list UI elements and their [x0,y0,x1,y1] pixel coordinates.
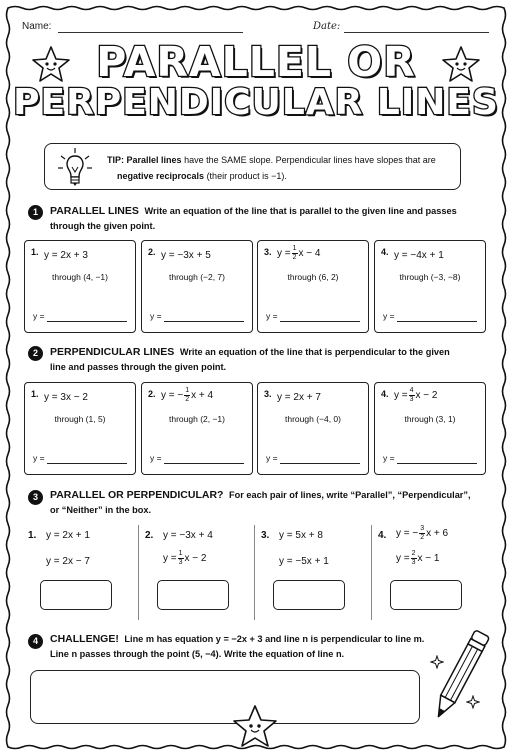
section-4-instructions [50,632,440,662]
given-equation [161,250,211,261]
fraction [184,387,190,404]
problem-card [374,382,486,475]
section-1-instructions [50,204,470,234]
line-1-equation [46,530,90,541]
pair-number: 2. [145,530,154,541]
fraction-numerator: 1 [178,550,183,557]
equation-prefix: y = [277,248,291,260]
fraction-denominator: 2 [420,534,425,541]
name-field[interactable] [58,32,243,33]
line-2-equation [46,556,90,567]
tip-term-reciprocals: negative reciprocals [117,171,205,181]
given-equation [44,250,88,261]
equation-text: y = 3x − 2 [44,392,88,403]
column-divider [138,525,139,620]
equation-suffix: x + 6 [426,528,449,540]
equation-text: y = −3x + 5 [161,250,211,261]
given-point: through (−3, −8) [399,272,461,282]
fraction [409,387,415,404]
equation-text: y = −5x + 1 [279,556,329,567]
equation-suffix: x − 2 [415,390,438,402]
problem-card [374,240,486,333]
problem-number: 1. [31,247,39,257]
smiling-star-icon [230,703,280,749]
given-equation [277,245,321,262]
given-equation [394,387,438,404]
line-1-equation [279,530,323,541]
equation-prefix: y = [163,553,177,565]
answer-prefix: y = [33,453,45,463]
line-1-equation [163,530,213,541]
fraction-denominator: 3 [411,559,416,566]
problem-number: 2. [148,389,156,399]
section-3-number: 3 [28,490,43,505]
sparkle-icon [430,655,444,669]
tip-term-parallel: Parallel lines [126,155,182,165]
answer-box[interactable] [40,580,112,610]
section-3-heading: PARALLEL OR PERPENDICULAR? [50,489,224,501]
answer-blank[interactable] [397,463,477,464]
pair-number: 1. [28,530,37,541]
date-label: Date: [313,21,341,32]
answer-prefix: y = [266,311,278,321]
problem-card [141,240,253,333]
fraction [419,525,425,542]
equation-text: y = −3x + 4 [163,530,213,541]
answer-prefix: y = [33,311,45,321]
equation-text: y = 2x − 7 [46,556,90,567]
answer-blank[interactable] [47,321,127,322]
given-point: through (2, −1) [169,414,225,424]
section-4-heading: CHALLENGE! [50,633,119,645]
equation-suffix: x − 1 [417,553,440,565]
given-point: through (1, 5) [54,414,106,424]
page-title-line2: PERPENDICULAR LINES [13,82,499,123]
section-1-number: 1 [28,205,43,220]
equation-suffix: x + 4 [191,390,214,402]
line-2-equation [396,550,440,567]
answer-box[interactable] [390,580,462,610]
answer-blank[interactable] [397,321,477,322]
problem-number: 4. [381,247,389,257]
fraction-denominator: 2 [185,396,190,403]
equation-prefix: y = − [161,390,184,402]
section-4-instruction-1: Line m has equation y = −2x + 3 and line n is perpendicular to line m. [124,634,425,644]
given-point: through (4, −1) [52,272,108,282]
problem-card [24,382,136,475]
section-2-number: 2 [28,346,43,361]
given-point: through (6, 2) [287,272,339,282]
answer-prefix: y = [150,311,162,321]
fraction-denominator: 2 [292,254,297,261]
equation-text: y = 2x + 3 [44,250,88,261]
fraction-numerator: 4 [409,387,414,394]
fraction [292,245,298,262]
equation-text: y = 2x + 1 [46,530,90,541]
given-equation [44,392,88,403]
answer-blank[interactable] [164,321,244,322]
page-title-line1: PARALLEL OR [96,38,416,86]
given-point: through (−2, 7) [169,272,225,282]
section-2-instruction: Write an equation of the line that is perpendicular to the given line and passes through the given point. [50,347,450,372]
date-field[interactable] [344,32,489,33]
pair-number: 3. [261,530,270,541]
tip-text-1: have the SAME slope. Perpendicular lines have slopes that are [184,155,436,165]
line-2-equation [163,550,207,567]
challenge-answer-box[interactable] [30,670,420,724]
fraction [411,550,417,567]
equation-text: y = 5x + 8 [279,530,323,541]
fraction-denominator: 3 [409,396,414,403]
equation-prefix: y = − [396,528,419,540]
answer-blank[interactable] [47,463,127,464]
problem-card [257,382,369,475]
answer-prefix: y = [383,311,395,321]
problem-number: 3. [264,247,272,257]
tip-label: TIP: [107,155,124,165]
section-2-instructions [50,345,450,375]
answer-blank[interactable] [164,463,244,464]
tip-text-2: (their product is −1). [206,171,287,181]
answer-box[interactable] [273,580,345,610]
equation-prefix: y = [394,390,408,402]
answer-box[interactable] [157,580,229,610]
fraction-denominator: 3 [178,559,183,566]
problem-number: 2. [148,247,156,257]
section-1-heading: PARALLEL LINES [50,205,139,217]
line-1-equation [396,525,448,542]
column-divider [371,525,372,620]
line-2-equation [279,556,329,567]
fraction-numerator: 2 [411,550,416,557]
fraction-numerator: 1 [292,245,297,252]
answer-blank[interactable] [280,321,360,322]
equation-suffix: x − 2 [184,553,207,565]
section-4-number: 4 [28,634,43,649]
tip-box [44,143,461,190]
fraction-numerator: 3 [420,525,425,532]
given-point: through (−4, 0) [285,414,341,424]
column-divider [254,525,255,620]
lightbulb-icon [55,146,95,190]
equation-text: y = −4x + 1 [394,250,444,261]
answer-prefix: y = [266,453,278,463]
given-equation [161,387,213,404]
given-equation [277,392,321,403]
name-label: Name: [22,21,52,32]
pair-number: 4. [378,530,387,541]
equation-text: y = 2x + 7 [277,392,321,403]
sparkle-icon [466,695,480,709]
problem-number: 3. [264,389,272,399]
section-3-instructions [50,488,480,518]
given-point: through (3, 1) [404,414,456,424]
fraction-numerator: 1 [185,387,190,394]
section-1-instruction: Write an equation of the line that is parallel to the given line and passes through the given point. [50,206,457,231]
tip-text [107,152,457,184]
problem-number: 4. [381,389,389,399]
section-4-instruction-2: Line n passes through the point (5, −4). Write the equation of line n. [50,649,345,659]
problem-card [141,382,253,475]
answer-blank[interactable] [280,463,360,464]
problem-card [257,240,369,333]
section-3-instruction: For each pair of lines, write “Parallel”, “Perpendicular”, or “Neither” in the box. [50,490,471,515]
answer-prefix: y = [150,453,162,463]
equation-suffix: x − 4 [298,248,321,260]
problem-number: 1. [31,389,39,399]
problem-card [24,240,136,333]
equation-prefix: y = [396,553,410,565]
pencil-icon [425,622,495,730]
section-2-heading: PERPENDICULAR LINES [50,346,175,358]
given-equation [394,250,444,261]
fraction [178,550,184,567]
answer-prefix: y = [383,453,395,463]
